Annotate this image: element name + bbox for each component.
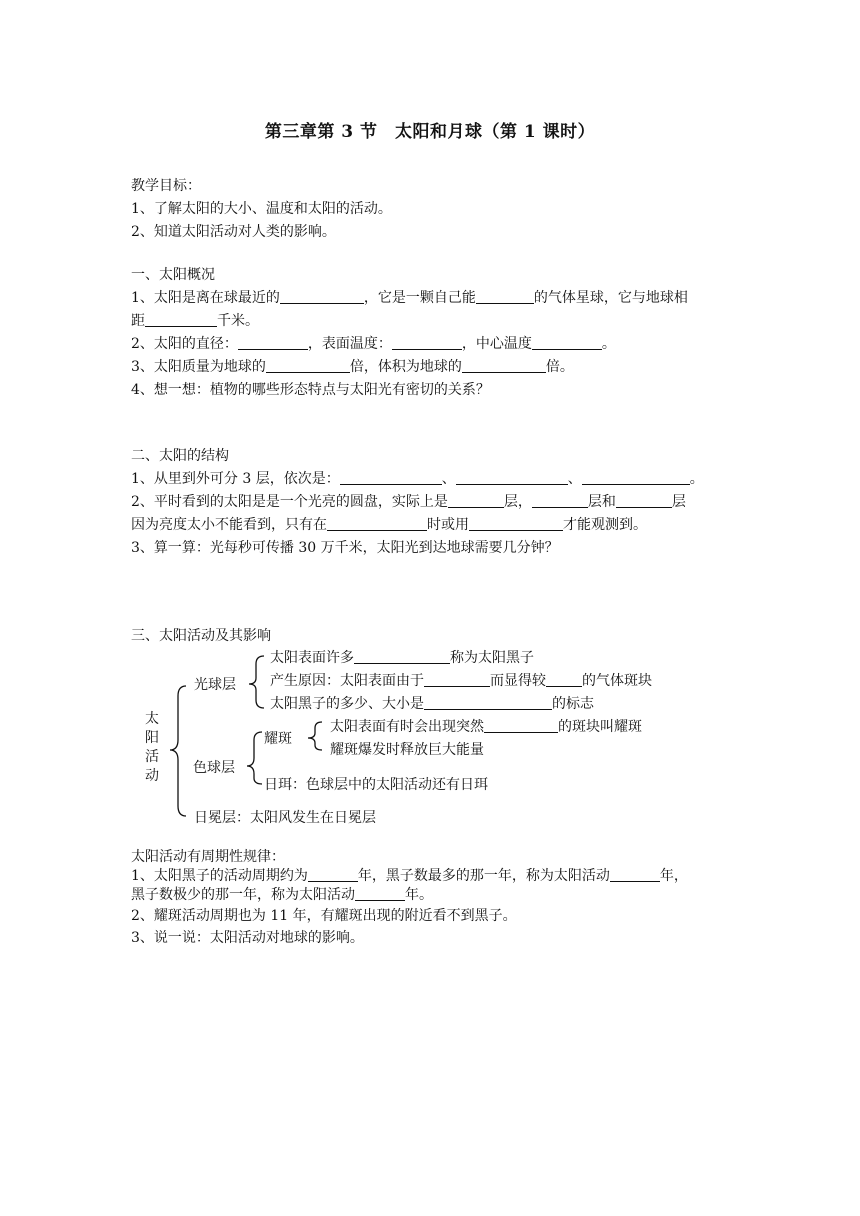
diagram-item: [270, 649, 534, 667]
question-text: 时或用: [427, 517, 469, 533]
diagram-text: 太阳表面许多: [270, 650, 354, 666]
question-text: 距: [131, 313, 145, 329]
question-line: [131, 867, 688, 885]
diagram-text: 的标志: [552, 696, 594, 712]
question-text: ，中心温度: [461, 336, 532, 352]
question-text: 层: [671, 494, 686, 510]
section-heading: 一、太阳概况: [131, 267, 215, 283]
chromosphere-label: 色球层: [193, 760, 235, 776]
question-text: 才能观测到。: [563, 517, 647, 533]
question-text: 1、太阳黑子的活动周期约为: [131, 868, 308, 884]
question-text: 千米。: [217, 313, 259, 329]
objective-item: 2、知道太阳活动对人类的影响。: [131, 224, 336, 240]
question-text: 因为亮度太小不能看到，只有在: [131, 517, 327, 533]
separator: 、: [567, 471, 582, 487]
objectives-heading: 教学目标：: [131, 178, 201, 194]
page-title: 第三章第 3 节 太阳和月球（第 1 课时）: [264, 122, 596, 142]
root-char: 动: [145, 768, 159, 784]
question-text: 倍，体积为地球的: [349, 359, 462, 375]
question-line: 3、说一说：太阳活动对地球的影响。: [131, 930, 364, 946]
diagram-item: [330, 718, 642, 736]
diagram-item: 耀斑爆发时释放巨大能量: [330, 742, 484, 758]
diagram-text: 的气体斑块: [582, 673, 652, 689]
question-text: 2、平时看到的太阳是是一个光亮的圆盘，实际上是: [131, 494, 448, 510]
section-heading: 三、太阳活动及其影响: [131, 628, 271, 644]
question-text: 1、从里到外可分 3 层，依次是：: [131, 471, 340, 487]
diagram-root-label: [144, 710, 160, 786]
question-line: 4、想一想：植物的哪些形态特点与太阳光有密切的关系？: [131, 382, 490, 398]
separator: 、: [441, 471, 456, 487]
photosphere-label: 光球层: [194, 677, 236, 693]
objective-item: 1、了解太阳的大小、温度和太阳的活动。: [131, 201, 392, 217]
question-text: ，它是一颗自己能: [363, 290, 476, 306]
question-text: 倍。: [545, 359, 574, 375]
diagram-text: 的斑块叫耀斑: [558, 719, 642, 735]
question-text: 年。: [405, 887, 433, 903]
answer-blank[interactable]: [354, 649, 450, 664]
question-text: 年，黑子数最多的那一年，称为太阳活动: [357, 868, 610, 884]
question-text: 黑子数极少的那一年，称为太阳活动: [131, 887, 355, 903]
question-line: 3、算一算：光每秒可传播 30 万千米，太阳光到达地球需要几分钟？: [131, 540, 559, 556]
question-text: 层，: [503, 494, 532, 510]
root-char: 太: [145, 711, 159, 727]
question-text: 。: [689, 471, 704, 487]
diagram-item: [270, 672, 652, 690]
corona-label: 日冕层：太阳风发生在日冕层: [194, 810, 376, 826]
diagram-item: 日珥：色球层中的太阳活动还有日珥: [264, 777, 488, 793]
question-text: 的气体星球，它与地球相: [533, 290, 688, 306]
diagram-text: 而显得较: [490, 673, 546, 689]
diagram-item: [270, 695, 594, 713]
question-line: 2、耀斑活动周期也为 11 年，有耀斑出现的附近看不到黑子。: [131, 908, 517, 924]
answer-blank[interactable]: [424, 672, 490, 687]
diagram-text: 产生原因：太阳表面由于: [270, 673, 424, 689]
question-line: [131, 886, 433, 904]
diagram-text: 太阳表面有时会出现突然: [330, 719, 484, 735]
answer-blank[interactable]: [610, 867, 660, 882]
question-text: 1、太阳是离在球最近的: [131, 290, 280, 306]
root-char: 活: [145, 749, 159, 765]
diagram-text: 称为太阳黑子: [450, 650, 534, 666]
root-char: 阳: [145, 730, 159, 746]
answer-blank[interactable]: [424, 695, 552, 710]
question-text: 。: [601, 336, 616, 352]
question-text: 层和: [587, 494, 616, 510]
question-text: 2、太阳的直径：: [131, 336, 238, 352]
question-text: ，表面温度：: [307, 336, 392, 352]
section-heading: 二、太阳的结构: [131, 448, 229, 464]
answer-blank[interactable]: [546, 672, 582, 687]
flare-label: 耀斑: [264, 731, 292, 747]
answer-blank[interactable]: [355, 886, 405, 901]
answer-blank[interactable]: [484, 718, 558, 733]
answer-blank[interactable]: [308, 867, 358, 882]
question-text: 3、太阳质量为地球的: [131, 359, 266, 375]
section-heading: 太阳活动有周期性规律：: [131, 849, 285, 865]
diagram-text: 太阳黑子的多少、大小是: [270, 696, 424, 712]
question-text: 年，: [659, 868, 688, 884]
